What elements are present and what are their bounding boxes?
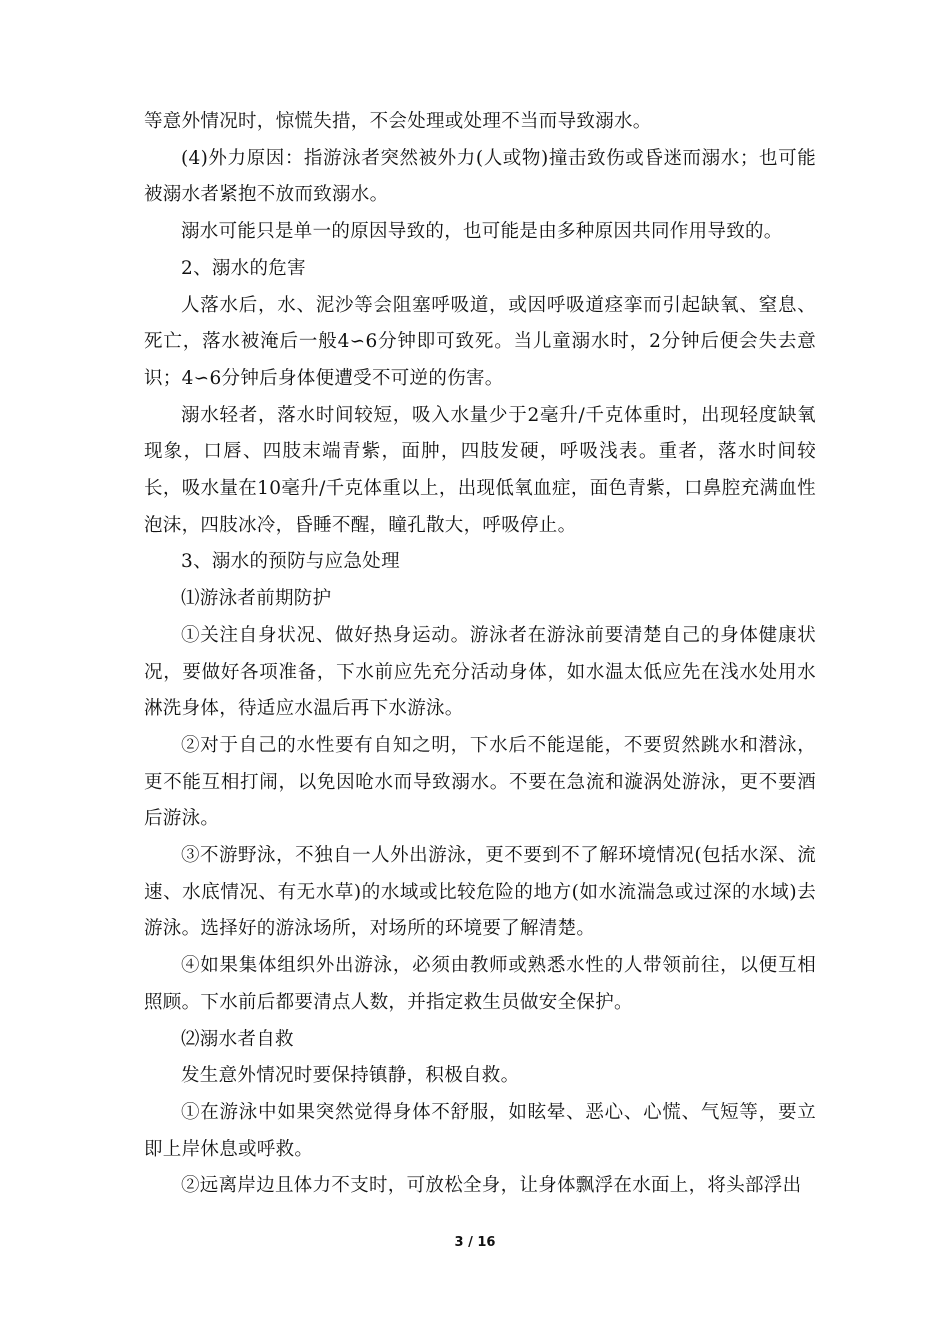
paragraph: ④如果集体组织外出游泳，必须由教师或熟悉水性的人带领前往，以便互相照顾。下水前后都要清点人数，并指定救生员做安全保护。 xyxy=(144,955,816,1013)
paragraph: ③不游野泳，不独自一人外出游泳，更不要到不了解环境情况(包括水深、流速、水底情况、有无水草)的水域或比较危险的地方(如水流湍急或过深的水域)去游泳。选择好的游泳场所，对场所的环境要了解清楚。 xyxy=(144,845,816,940)
paragraph: ①关注自身状况、做好热身运动。游泳者在游泳前要清楚自己的身体健康状况，要做好各项准备，下水前应先充分活动身体，如水温太低应先在浅水处用水淋洗身体，待适应水温后再下水游泳。 xyxy=(144,624,816,720)
page-body xyxy=(144,104,816,1205)
paragraph: ②远离岸边且体力不支时，可放松全身，让身体飘浮在水面上，将头部浮出 xyxy=(181,1175,802,1197)
section-heading: 2、溺水的危害 xyxy=(181,257,306,279)
subsection-heading: ⑵溺水者自救 xyxy=(181,1028,294,1050)
paragraph: 人落水后，水、泥沙等会阻塞呼吸道，或因呼吸道痉挛而引起缺氧、窒息、死亡，落水被淹后一般4∽6分钟即可致死。当儿童溺水时，2分钟后便会失去意识；4∽6分钟后身体便遭受不可逆的伤害。 xyxy=(144,294,816,389)
page-number: 3 / 16 xyxy=(454,1235,496,1250)
paragraph: 发生意外情况时要保持镇静，积极自救。 xyxy=(181,1065,520,1087)
paragraph: 溺水轻者，落水时间较短，吸入水量少于2毫升/千克体重时，出现轻度缺氧现象，口唇、四肢末端青紫，面肿，四肢发硬，呼吸浅表。重者，落水时间较长，吸水量在10毫升/千克体重以上，出现低氧血症，面色青紫，口鼻腔充满血性泡沫，四肢冰冷，昏睡不醒，瞳孔散大，呼吸停止。 xyxy=(144,404,816,536)
paragraph: (4)外力原因：指游泳者突然被外力(人或物)撞击致伤或昏迷而溺水；也可能被溺水者紧抱不放而致溺水。 xyxy=(144,147,816,206)
subsection-heading: ⑴游泳者前期防护 xyxy=(181,588,332,610)
paragraph: 等意外情况时，惊慌失措，不会处理或处理不当而导致溺水。 xyxy=(144,111,652,132)
paragraph: 溺水可能只是单一的原因导致的，也可能是由多种原因共同作用导致的。 xyxy=(181,221,783,243)
paragraph: ①在游泳中如果突然觉得身体不舒服，如眩晕、恶心、心慌、气短等，要立即上岸休息或呼救。 xyxy=(144,1101,816,1160)
section-heading: 3、溺水的预防与应急处理 xyxy=(181,551,400,573)
paragraph: ②对于自己的水性要有自知之明，下水后不能逞能，不要贸然跳水和潜泳，更不能互相打闹，以免因呛水而导致溺水。不要在急流和漩涡处游泳，更不要酒后游泳。 xyxy=(144,734,816,830)
